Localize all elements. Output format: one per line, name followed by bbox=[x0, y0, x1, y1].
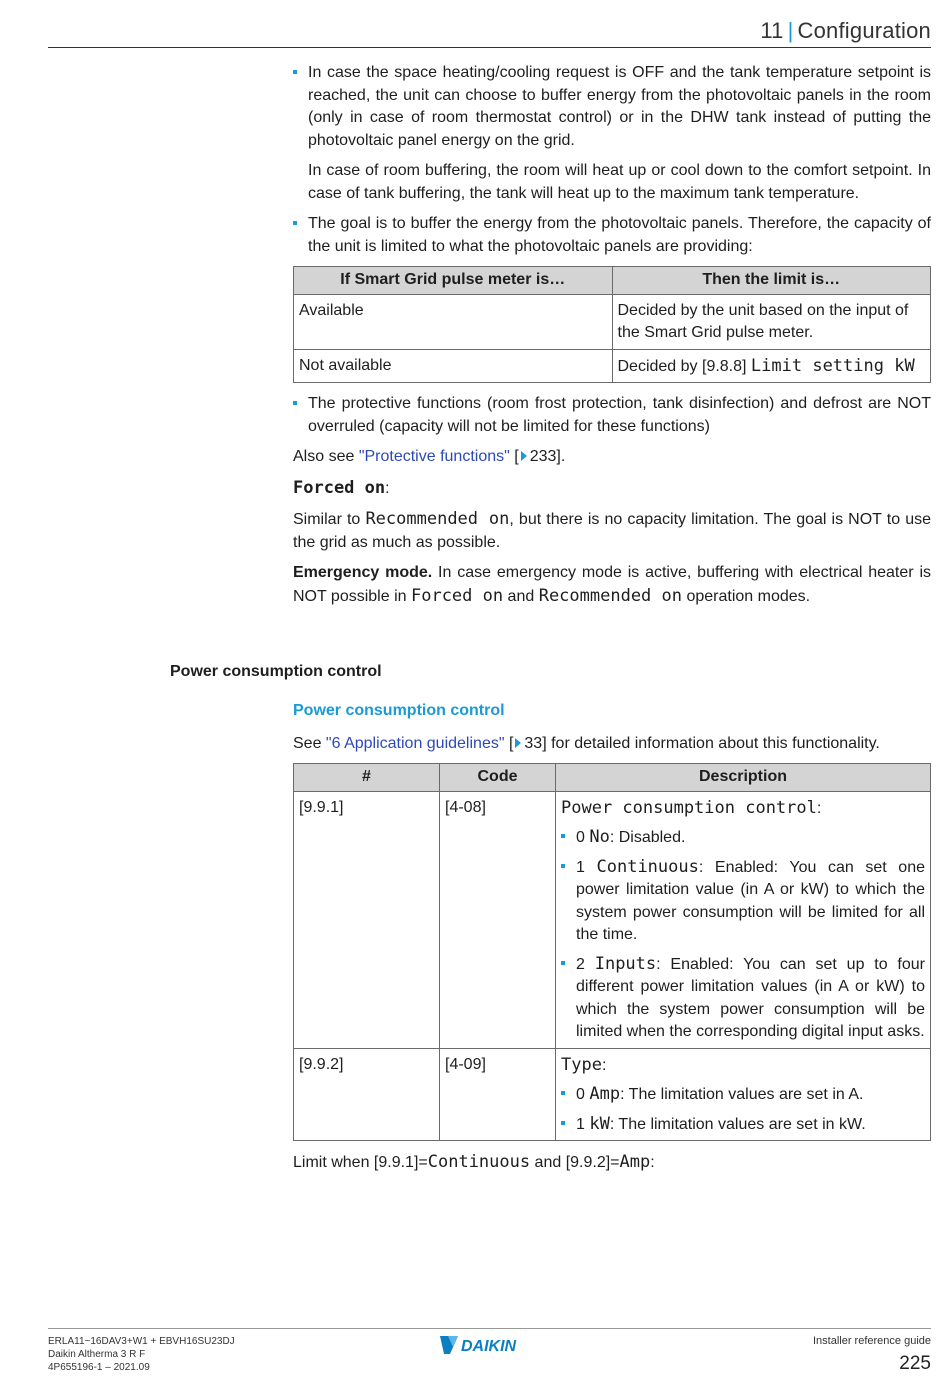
forced-on-heading bbox=[293, 477, 931, 501]
see-suffix: ] for detailed information about this functionality. bbox=[542, 734, 880, 752]
text-prefix: In case emergency mode is active, buffering with electrical heater is NOT possible in bbox=[293, 564, 931, 605]
page-footer bbox=[48, 1328, 931, 1374]
text-prefix: Similar to bbox=[293, 511, 366, 528]
bullet-marker bbox=[561, 1091, 565, 1095]
option-text: : Enabled: You can set up to four different power limitation values (in A or kW) to which the system power consumption will be limited when the corresponding digital input asks. bbox=[576, 955, 925, 1040]
footer-doc-id: 4P655196-1 – 2021.09 bbox=[48, 1362, 150, 1373]
limit-line bbox=[293, 1151, 931, 1175]
bullet-text: In case the space heating/cooling request is OFF and the tank temperature setpoint is reached, the unit can choose to buffer energy from the photovoltaic panels in the room (only in case of room thermostat control) or in the DHW tank instead of putting the photovoltaic panel energy on the grid. bbox=[308, 64, 931, 149]
setting-code: [4-09] bbox=[440, 1048, 556, 1141]
option-number: 1 bbox=[576, 1115, 590, 1133]
limit-suffix: : bbox=[650, 1154, 655, 1171]
setting-title: Power consumption control bbox=[561, 797, 817, 818]
option-number: 2 bbox=[576, 955, 595, 973]
forced-on-label: Forced on bbox=[293, 477, 386, 498]
table-cell: Not available bbox=[294, 349, 613, 383]
setting-description bbox=[556, 1048, 931, 1141]
bracket-close: ]. bbox=[556, 448, 566, 465]
also-see-line bbox=[293, 446, 931, 469]
smart-grid-table bbox=[293, 266, 931, 383]
bullet-goal bbox=[293, 213, 931, 258]
option-code: Inputs bbox=[594, 953, 657, 974]
option-code: Continuous bbox=[596, 856, 699, 877]
bracket-open: [ bbox=[509, 448, 519, 465]
option-item bbox=[561, 1083, 925, 1107]
limit-prefix: Limit when [9.9.1]= bbox=[293, 1154, 428, 1171]
colon: : bbox=[816, 799, 822, 817]
table-row bbox=[294, 349, 931, 383]
footer-product: Daikin Altherma 3 R F bbox=[48, 1349, 146, 1360]
option-number: 1 bbox=[576, 858, 597, 876]
bullet-marker bbox=[561, 864, 565, 868]
bullet-buffer-energy bbox=[293, 62, 931, 152]
sub-heading: Power consumption control bbox=[293, 702, 505, 719]
page-header bbox=[48, 0, 931, 48]
option-number: 0 bbox=[576, 1086, 590, 1103]
bullet-marker bbox=[561, 1121, 565, 1125]
bracket-open: [ bbox=[504, 734, 514, 752]
emergency-mode-paragraph bbox=[293, 562, 931, 608]
page-reference[interactable]: 233 bbox=[529, 448, 557, 465]
page-number: 225 bbox=[899, 1353, 931, 1374]
text-suffix: , but there is no capacity limitation. The goal is NOT to use the grid as much as possible. bbox=[293, 511, 931, 551]
bullet-text: The protective functions (room frost protection, tank disinfection) and defrost are NOT overruled (capacity will not be limited for these functions) bbox=[308, 395, 931, 435]
bullet-text: The goal is to buffer the energy from the photovoltaic panels. Therefore, the capacity of the unit is limited to what the photovoltaic panels are providing: bbox=[308, 215, 931, 255]
header-section-number: 11 bbox=[760, 18, 784, 43]
recommended-on-code: Recommended on bbox=[538, 585, 682, 606]
table-row bbox=[294, 791, 931, 1048]
see-prefix: See bbox=[293, 734, 326, 752]
footer-guide-info bbox=[813, 1335, 931, 1375]
bullet-marker bbox=[293, 70, 297, 74]
buffering-paragraph: In case of room buffering, the room will heat up or cool down to the comfort setpoint. In case of tank buffering, the tank will heat up to the maximum tank temperature. bbox=[308, 162, 931, 202]
bullet-marker bbox=[561, 961, 565, 965]
table-header-row bbox=[294, 267, 931, 295]
bullet-marker bbox=[561, 834, 565, 838]
limit-code: Limit setting kW bbox=[750, 355, 915, 376]
setting-code: [4-08] bbox=[440, 791, 556, 1048]
header-section-title: Configuration bbox=[797, 18, 931, 43]
table-row bbox=[294, 1048, 931, 1141]
option-text: : The limitation values are set in A. bbox=[620, 1086, 864, 1103]
page-arrow-icon bbox=[515, 738, 521, 748]
column-header: If Smart Grid pulse meter is… bbox=[294, 267, 613, 295]
option-code: No bbox=[589, 827, 610, 847]
page-arrow-icon bbox=[521, 451, 527, 461]
table-cell: Decided by the unit based on the input of the Smart Grid pulse meter. bbox=[612, 294, 931, 349]
amp-code: Amp bbox=[619, 1152, 651, 1172]
continuous-code: Continuous bbox=[427, 1152, 531, 1172]
emergency-mode-label: Emergency mode. bbox=[293, 564, 433, 581]
option-text: : Enabled: You can set one power limitation value (in A or kW) to which the system power consumption will be limited for all the time. bbox=[576, 858, 925, 943]
option-item bbox=[561, 826, 925, 850]
option-item bbox=[561, 953, 925, 1044]
header-separator: | bbox=[787, 18, 794, 43]
column-header: Code bbox=[440, 764, 556, 792]
colon: : bbox=[601, 1056, 607, 1074]
footer-guide-title: Installer reference guide bbox=[812, 1335, 931, 1347]
also-see-prefix: Also see bbox=[293, 448, 359, 465]
daikin-logo bbox=[440, 1334, 540, 1356]
option-number: 0 bbox=[576, 829, 590, 846]
limit-prefix: Decided by [9.8.8] bbox=[617, 357, 751, 375]
bullet-marker bbox=[293, 401, 297, 405]
option-text: : Disabled. bbox=[609, 829, 686, 846]
page-reference[interactable]: 33 bbox=[524, 734, 543, 752]
colon: : bbox=[385, 479, 390, 497]
option-code: Amp bbox=[589, 1084, 621, 1104]
recommended-on-code: Recommended on bbox=[365, 509, 510, 529]
setting-description bbox=[556, 791, 931, 1048]
table-row bbox=[294, 294, 931, 349]
setting-number: [9.9.1] bbox=[294, 791, 440, 1048]
footer-model: ERLA11~16DAV3+W1 + EBVH16SU23DJ bbox=[48, 1336, 235, 1347]
header-title bbox=[760, 18, 931, 44]
forced-on-text bbox=[293, 508, 931, 554]
footer-model-info bbox=[48, 1335, 235, 1374]
see-guidelines-line bbox=[293, 733, 931, 756]
option-item bbox=[561, 1113, 925, 1137]
bullet-protective bbox=[293, 393, 931, 438]
text-suffix: operation modes. bbox=[682, 587, 811, 605]
settings-table bbox=[293, 763, 931, 1141]
table-cell: Available bbox=[294, 294, 613, 349]
option-code: kW bbox=[589, 1113, 610, 1134]
section-heading: Power consumption control bbox=[170, 663, 382, 680]
daikin-logo-text: DAIKIN bbox=[461, 1338, 517, 1355]
protective-functions-link[interactable]: "Protective functions" bbox=[358, 448, 510, 465]
power-consumption-column bbox=[293, 700, 931, 1183]
table-header-row bbox=[294, 764, 931, 792]
column-header: # bbox=[294, 764, 440, 792]
column-header: Description bbox=[556, 764, 931, 792]
setting-title: Type bbox=[561, 1054, 602, 1075]
bullet-marker bbox=[293, 221, 297, 225]
text-mid: and bbox=[503, 587, 539, 605]
limit-mid: and [9.9.2]= bbox=[530, 1154, 620, 1171]
table-cell bbox=[612, 349, 931, 383]
application-guidelines-link[interactable]: "6 Application guidelines" bbox=[325, 734, 505, 752]
forced-on-code: Forced on bbox=[410, 585, 504, 606]
option-text: : The limitation values are set in kW. bbox=[609, 1115, 866, 1133]
content-column bbox=[293, 62, 931, 616]
setting-number: [9.9.2] bbox=[294, 1048, 440, 1141]
column-header: Then the limit is… bbox=[612, 267, 931, 295]
option-item bbox=[561, 856, 925, 947]
